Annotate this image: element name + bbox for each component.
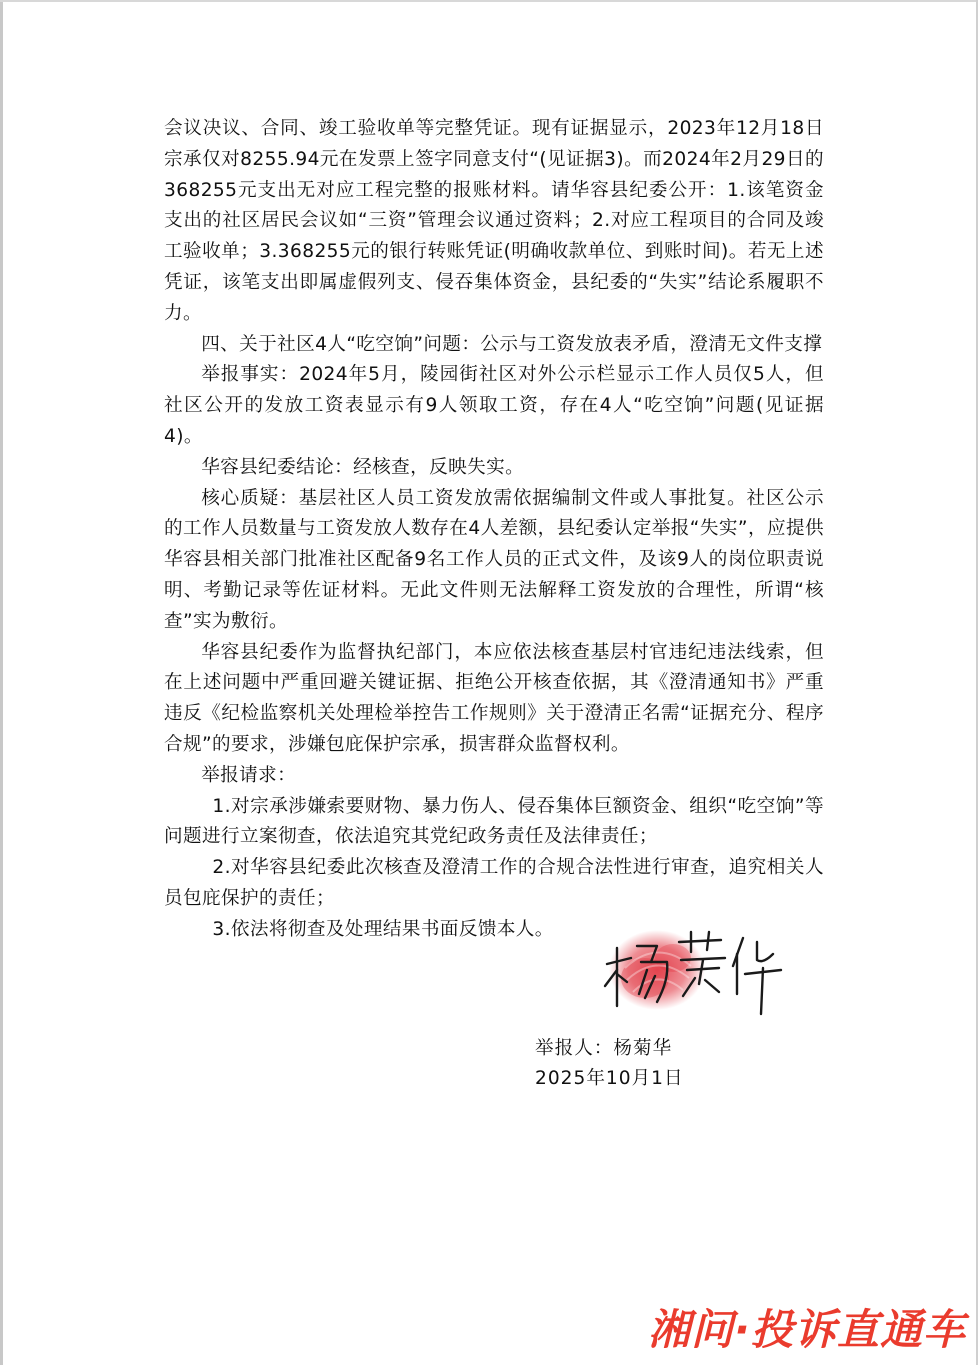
signer-block <box>535 1034 684 1094</box>
paragraph-summary-argument: 华容县纪委作为监督执纪部门，本应依法核查基层村官违纪违法线索，但在上述问题中严重回避关键证据、拒绝公开核查依据，其《澄清通知书》严重违反《纪检监察机关处理检举控告工作规则》关于澄清正名需“证据充分、程序合规”的要求，涉嫌包庇保护宗承，损害群众监督权利。 <box>164 641 824 755</box>
watermark-logo: 湘问·投诉直通车 <box>648 1305 966 1354</box>
request-item-1: 1.对宗承涉嫌索要财物、暴力伤人、侵吞集体巨额资金、组织“吃空饷”等问题进行立案彻查，依法追究其党纪政务责任及法律责任； <box>164 795 824 848</box>
page-top-edge <box>0 0 978 2</box>
document-body <box>164 114 824 946</box>
request-item-2: 2.对华容县纪委此次核查及澄清工作的合规合法性进行审查，追究相关人员包庇保护的责任； <box>164 857 824 909</box>
request-item-3: 3.依法将彻查及处理结果书面反馈本人。 <box>212 918 554 940</box>
signature-with-seal-image <box>595 918 785 1018</box>
section-heading-four: 四、关于社区4人“吃空饷”问题：公示与工资发放表矛盾，澄清无文件支撑 <box>201 333 823 355</box>
handwritten-signature <box>595 918 785 1018</box>
date-line: 2025年10月1日 <box>535 1068 684 1089</box>
page-left-edge <box>0 0 3 1365</box>
paragraph-evidence-continuation: 会议决议、合同、竣工验收单等完整凭证。现有证据显示，2023年12月18日宗承仅对8255.94元在发票上签字同意支付“(见证据3)。而2024年2月29日的368255元支出无对应工程完整的报账材料。请华容县纪委公开：1.该笔资金支出的社区居民会议如“三资”管理会议通过资料；2.对应工程项目的合同及竣工验收单；3.368255元的银行转账凭证(明确收款单位、到账时间)。若无上述凭证，该笔支出即属虚假列支、侵吞集体资金，县纪委的“失实”结论系履职不力。 <box>164 118 824 324</box>
requests-heading: 举报请求： <box>201 764 297 786</box>
paragraph-commission-conclusion: 华容县纪委结论：经核查，反映失实。 <box>201 456 525 478</box>
paragraph-core-question: 核心质疑：基层社区人员工资发放需依据编制文件或人事批复。社区公示的工作人员数量与工资发放人数存在4人差额，县纪委认定举报“失实”，应提供华容县相关部门批准社区配备9名工作人员的正式文件，及该9人的岗位职责说明、考勤记录等佐证材料。无此文件则无法解释工资发放的合理性，所谓“核查”实为敷衍。 <box>164 487 824 632</box>
reporter-name-line: 举报人：杨菊华 <box>535 1038 673 1059</box>
paragraph-report-facts: 举报事实：2024年5月，陵园街社区对外公示栏显示工作人员仅5人，但社区公开的发放工资表显示有9人领取工资，存在4人“吃空饷”问题(见证据4)。 <box>164 364 824 447</box>
